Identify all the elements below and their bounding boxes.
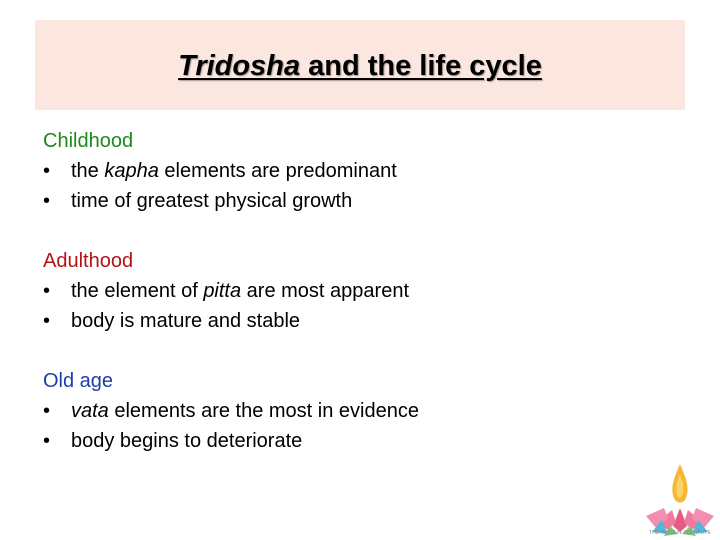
bullet-text: body begins to deteriorate bbox=[71, 430, 303, 452]
bullet-icon: • bbox=[43, 190, 51, 212]
bullet-text: body is mature and stable bbox=[71, 310, 301, 332]
section-heading: Childhood bbox=[43, 130, 134, 152]
bullet-icon: • bbox=[43, 400, 51, 422]
section-old-age bbox=[43, 366, 643, 456]
bullet-icon: • bbox=[43, 280, 51, 302]
bullet-icon: • bbox=[43, 160, 51, 182]
bullet-icon: • bbox=[43, 310, 51, 332]
bullet-item bbox=[43, 156, 643, 186]
section-heading: Old age bbox=[43, 370, 114, 392]
bullet-icon: • bbox=[43, 430, 51, 452]
slide-title bbox=[0, 50, 720, 83]
title-rest: and the life cycle bbox=[300, 50, 542, 82]
bullet-item bbox=[43, 426, 643, 456]
bullet-text: the element of pitta are most apparent bbox=[71, 280, 409, 302]
lamp-flame-logo-icon bbox=[640, 460, 720, 540]
bullet-item bbox=[43, 306, 643, 336]
logo-caption: THE YATSUN INSTITUTE bbox=[648, 530, 712, 536]
bullet-text: the kapha elements are predominant bbox=[71, 160, 397, 182]
title-term: Tridosha bbox=[178, 50, 301, 82]
slide-content bbox=[43, 126, 643, 456]
bullet-text: vata elements are the most in evidence bbox=[71, 400, 419, 422]
bullet-item bbox=[43, 186, 643, 216]
bullet-item bbox=[43, 396, 643, 426]
bullet-text: time of greatest physical growth bbox=[71, 190, 353, 212]
section-heading: Adulthood bbox=[43, 250, 134, 272]
bullet-item bbox=[43, 276, 643, 306]
section-childhood bbox=[43, 126, 643, 216]
section-adulthood bbox=[43, 246, 643, 336]
